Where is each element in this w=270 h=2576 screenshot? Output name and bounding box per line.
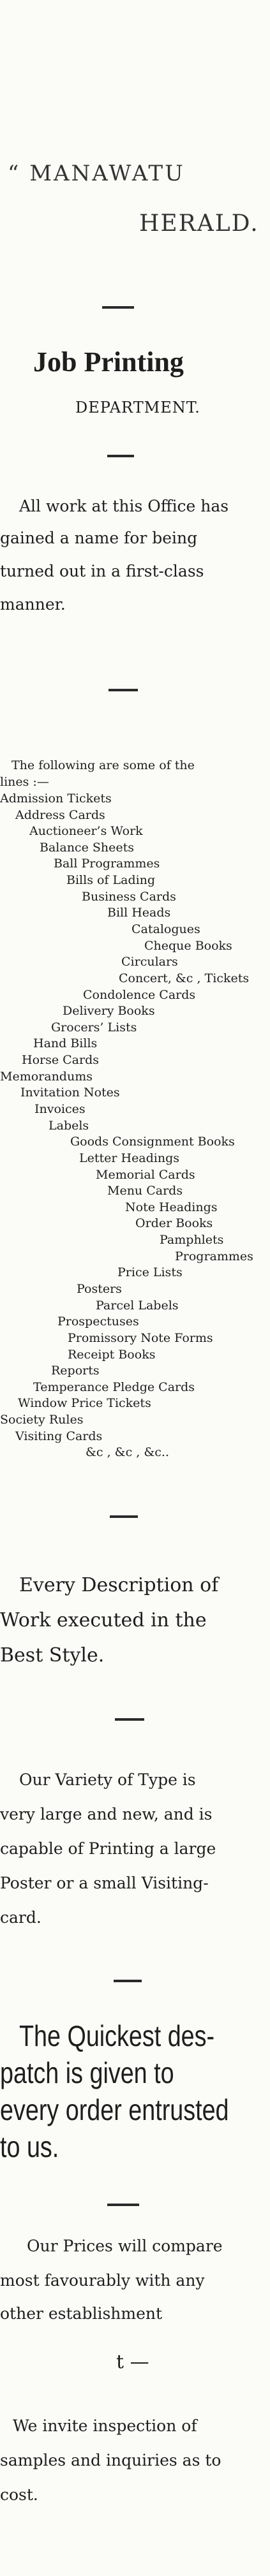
prices-line: Our Prices will compare (27, 2237, 223, 2255)
list-item: Parcel Labels (96, 1299, 179, 1313)
divider-rule (110, 1515, 138, 1518)
list-item: Business Cards (82, 890, 176, 904)
list-item: Temperance Pledge Cards (33, 1380, 195, 1394)
every-description-line: Every Description of (19, 1574, 219, 1596)
every-description-line: Work executed in the (0, 1609, 207, 1631)
department-label: DEPARTMENT. (75, 399, 200, 416)
list-item: Prospectuses (57, 1314, 139, 1328)
list-item: Delivery Books (63, 1004, 155, 1018)
list-item: Letter Headings (79, 1151, 180, 1165)
invite-line: cost. (0, 2485, 38, 2504)
list-item: Invoices (34, 1102, 86, 1116)
list-item: Memorial Cards (96, 1168, 195, 1182)
variety-line: Our Variety of Type is (19, 1770, 196, 1789)
job-printing-title: Job Printing (33, 346, 184, 378)
list-item: Hand Bills (33, 1036, 98, 1050)
list-item: Auctioneer’s Work (29, 824, 143, 838)
list-item: Visiting Cards (15, 1429, 103, 1443)
invite-line: samples and inquiries as to (0, 2451, 221, 2469)
masthead-line2: HERALD. (139, 210, 259, 237)
list-item: Note Headings (125, 1200, 218, 1214)
list-item: Memorandums (0, 1070, 93, 1084)
quickest-line: to us. (0, 2130, 59, 2163)
list-item: Grocers’ Lists (51, 1020, 137, 1034)
list-item: Labels (49, 1119, 89, 1133)
prices-line: other establishment (0, 2304, 163, 2323)
masthead-line1: “ MANAWATU (8, 161, 185, 186)
list-item: Horse Cards (22, 1053, 99, 1067)
list-item: Balance Sheets (40, 841, 134, 855)
list-item: Circulars (121, 955, 178, 969)
list-item: Invitation Notes (20, 1086, 120, 1100)
list-item: Condolence Cards (83, 988, 196, 1002)
list-item: Admission Tickets (0, 791, 112, 806)
divider-rule (107, 2204, 139, 2206)
list-item: Order Books (135, 1216, 213, 1230)
intro-line: manner. (0, 595, 66, 614)
intro-line: All work at this Office has (19, 497, 229, 515)
list-item: Goods Consignment Books (70, 1135, 235, 1149)
separator-mark: t — (116, 2351, 149, 2373)
list-item: Promissory Note Forms (68, 1331, 213, 1345)
prices-line: most favourably with any (0, 2271, 205, 2290)
divider-rule (109, 689, 138, 691)
divider-rule (115, 1718, 144, 1721)
divider-rule (102, 306, 134, 309)
list-item: Pamphlets (160, 1233, 224, 1247)
list-item: Catalogues (131, 922, 200, 936)
list-item: Address Cards (15, 808, 105, 822)
divider-rule (114, 1980, 142, 1982)
every-description-line: Best Style. (0, 1644, 105, 1667)
list-item: Price Lists (117, 1265, 183, 1279)
list-item: Posters (77, 1282, 122, 1296)
list-item: Concert, &c , Tickets (119, 971, 250, 985)
list-item: Reports (51, 1364, 100, 1378)
list-item: &c , &c , &c.. (86, 1445, 169, 1459)
quickest-line: patch is given to (0, 2056, 174, 2089)
variety-line: card. (0, 1908, 41, 1927)
divider-rule (107, 455, 134, 457)
list-intro-line: The following are some of the (11, 758, 195, 772)
list-item: Menu Cards (107, 1184, 183, 1198)
quickest-line: every order entrusted (0, 2093, 229, 2126)
variety-line: Poster or a small Visiting- (0, 1874, 209, 1892)
quickest-line: The Quickest des- (19, 2019, 215, 2052)
list-intro-line: lines :— (0, 775, 49, 789)
list-item: Cheque Books (144, 939, 232, 953)
list-item: Programmes (175, 1249, 253, 1263)
intro-line: turned out in a first-class (0, 562, 204, 580)
variety-line: capable of Printing a large (0, 1839, 216, 1858)
list-item: Society Rules (0, 1413, 84, 1427)
intro-line: gained a name for being (0, 529, 198, 547)
list-item: Bills of Lading (66, 873, 156, 887)
list-item: Bill Heads (107, 906, 171, 920)
variety-line: very large and new, and is (0, 1805, 213, 1823)
list-item: Receipt Books (68, 1348, 156, 1362)
invite-line: We invite inspection of (13, 2417, 197, 2435)
list-item: Window Price Tickets (18, 1396, 151, 1410)
list-item: Ball Programmes (54, 857, 160, 871)
